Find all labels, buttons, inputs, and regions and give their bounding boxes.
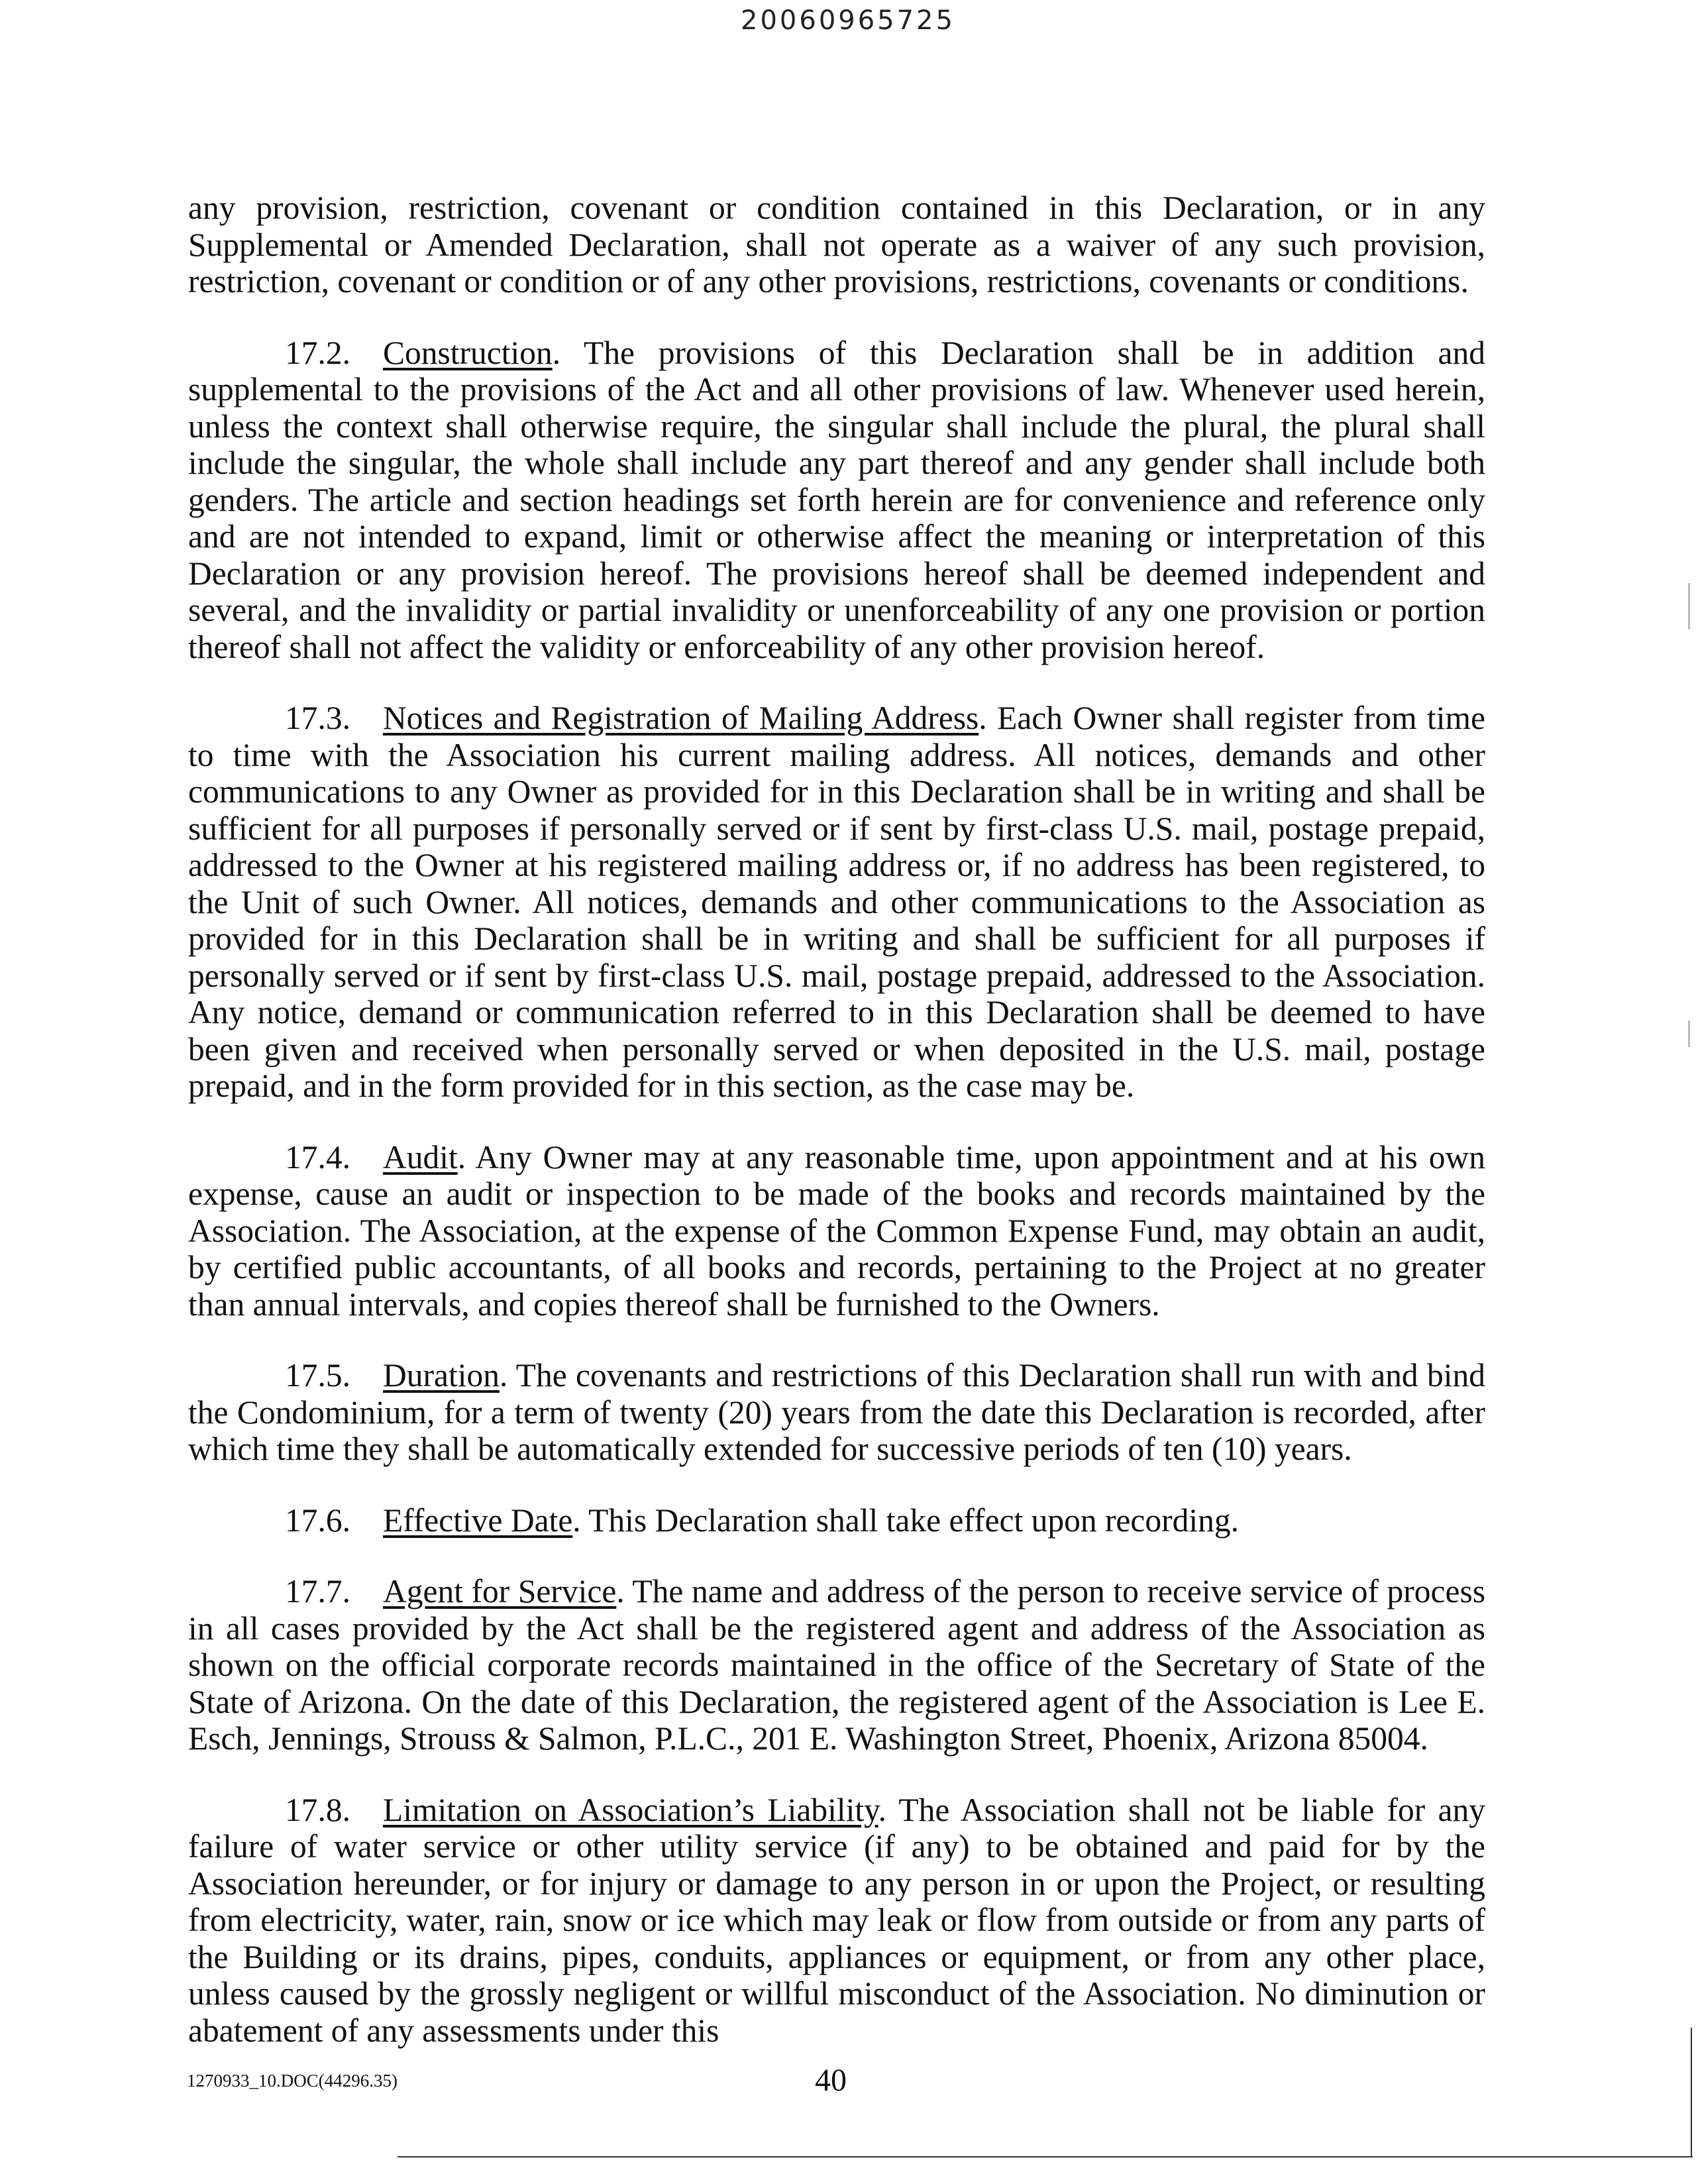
footer-doc-code: 1270933_10.DOC(44296.35) (187, 2071, 398, 2091)
section-17-4 (188, 1139, 1485, 1323)
section-number: 17.2. (285, 334, 350, 371)
section-title: Audit (383, 1138, 458, 1175)
page-number: 40 (815, 2063, 847, 2098)
section-title: Notices and Registration of Mailing Address (383, 700, 979, 736)
section-title: Agent for Service (383, 1573, 617, 1610)
section-17-7 (188, 1573, 1485, 1757)
section-number: 17.3. (285, 700, 350, 736)
scan-mark (1688, 583, 1690, 629)
continued-paragraph: any provision, restriction, covenant or condition contained in this Declaration, or in any Supplemental or Amended Declaration, shall not operate as a waiver of any such provision, restriction, covenant or condition or of any other provisions, restrictions, covenants or conditions. (188, 190, 1485, 300)
section-text: . The covenants and restrictions of this Declaration shall run with and bind the Condominium, for a term of twenty (20) years from the date this Declaration is recorded, after which time they shall be automatically extended for successive periods of ten (10) years. (188, 1357, 1485, 1467)
section-17-3 (188, 700, 1485, 1105)
section-number: 17.5. (285, 1357, 350, 1393)
document-body (188, 190, 1485, 2083)
section-number: 17.4. (285, 1138, 350, 1175)
section-number: 17.7. (285, 1573, 350, 1610)
section-17-8 (188, 1792, 1485, 2049)
section-number: 17.8. (285, 1791, 350, 1828)
section-text: . The provisions of this Declaration shall be in addition and supplemental to the provisions of the Act and all other provisions of law. Whenever used herein, unless the context shall otherwise require, the singular shall include the plural, the plural shall include the singular, the whole shall include any part thereof and any gender shall include both genders. The article and section headings set forth herein are for convenience and reference only and are not intended to expand, limit or otherwise affect the meaning or interpretation of this Declaration or any provision hereof. The provisions hereof shall be deemed independent and several, and the invalidity or partial invalidity or unenforceability of any one provision or portion thereof shall not affect the validity or enforceability of any other provision hereof. (188, 334, 1485, 665)
page-edge-bottom (398, 2156, 1693, 2157)
scan-mark (1688, 1020, 1690, 1047)
section-title: Duration (383, 1357, 500, 1393)
section-text: . This Declaration shall take effect upon recording. (572, 1502, 1239, 1539)
document-number: 20060965725 (741, 5, 955, 36)
section-17-2 (188, 335, 1485, 666)
section-text: . Any Owner may at any reasonable time, upon appointment and at his own expense, cause an audit or inspection to be made of the books and records maintained by the Association. The Association, at the expense of the Common Expense Fund, may obtain an audit, by certified public accountants, of all books and records, pertaining to the Project at no greater than annual intervals, and copies thereof shall be furnished to the Owners. (188, 1138, 1485, 1323)
section-title: Limitation on Association’s Liability (383, 1791, 878, 1828)
section-number: 17.6. (285, 1502, 350, 1539)
section-text: . The name and address of the person to receive service of process in all cases provided by the Act shall be the registered agent and address of the Association as shown on the official corporate records maintained in the office of the Secretary of State of the State of Arizona. On the date of this Declaration, the registered agent of the Association is Lee E. Esch, Jennings, Strouss & Salmon, P.L.C., 201 E. Washington Street, Phoenix, Arizona 85004. (188, 1573, 1485, 1757)
section-text: . The Association shall not be liable for any failure of water service or other utility service (if any) to be obtained and paid for by the Association hereunder, or for injury or damage to any person in or upon the Project, or resulting from electricity, water, rain, snow or ice which may leak or flow from outside or from any parts of the Building or its drains, pipes, conduits, appliances or equipment, or from any other place, unless caused by the grossly negligent or willful misconduct of the Association. No diminution or abatement of any assessments under this (188, 1791, 1485, 2049)
section-17-6 (188, 1502, 1485, 1539)
section-title: Construction (383, 334, 553, 371)
section-text: . Each Owner shall register from time to time with the Association his current mailing address. All notices, demands and other communications to any Owner as provided for in this Declaration shall be in writing and shall be sufficient for all purposes if personally served or if sent by first-class U.S. mail, postage prepaid, addressed to the Owner at his registered mailing address or, if no address has been registered, to the Unit of such Owner. All notices, demands and other communications to the Association as provided for in this Declaration shall be in writing and shall be sufficient for all purposes if personally served or if sent by first-class U.S. mail, postage prepaid, addressed to the Association. Any notice, demand or communication referred to in this Declaration shall be deemed to have been given and received when personally served or when deposited in the U.S. mail, postage prepaid, and in the form provided for in this section, as the case may be. (188, 700, 1485, 1104)
page-edge-right (1691, 2028, 1692, 2157)
section-17-5 (188, 1357, 1485, 1468)
section-title: Effective Date (383, 1502, 573, 1539)
